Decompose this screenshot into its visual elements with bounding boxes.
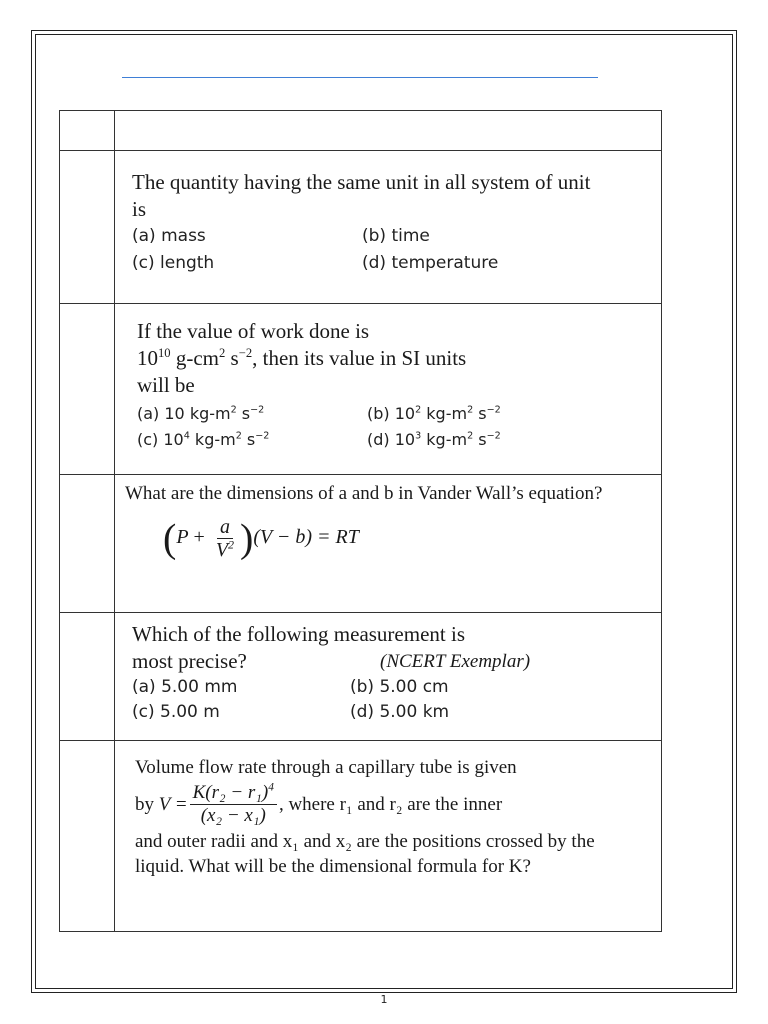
option-b: (b) time: [362, 226, 430, 246]
option-a: (a) 5.00 mm: [132, 677, 238, 697]
question-options: [132, 675, 661, 725]
question-options: [137, 401, 661, 453]
option-b: (b) $10^2$ $kg-m^2$ $s^{-2}$: [367, 404, 501, 423]
header-question-cell: [115, 111, 662, 151]
question-row: [60, 475, 662, 613]
questions-table: [59, 110, 662, 932]
question-number-cell: [60, 613, 115, 741]
question-text: Which of the following measurement is most precise? (NCERT Exemplar): [132, 622, 531, 673]
question-text: Volume flow rate through a capillary tube is given by V = $\frac{K(r_2 - r_1)^4}{\text{(x₂ − x₁)}}$ , where r₁ and r₂ are the inner and outer radii and x₁ and x₂ are the positions crossed by the liquid. What will be the dimensional formula for K?: [135, 757, 595, 877]
source-note: (NCERT Exemplar): [380, 651, 531, 672]
table-header-row: [60, 111, 662, 151]
question-cell: [115, 304, 662, 475]
option-d: (d) 5.00 km: [350, 702, 450, 722]
header-number-cell: [60, 111, 115, 151]
question-cell: [115, 613, 662, 741]
option-d: (d) temperature: [362, 253, 499, 273]
question-number-cell: [60, 151, 115, 304]
header-rule: [122, 77, 598, 78]
option-a: (a) 10 $kg-m^2$ $s^{-2}$: [137, 404, 265, 423]
question-cell: [115, 475, 662, 613]
question-row: [60, 151, 662, 304]
question-number-cell: [60, 304, 115, 475]
question-options: [132, 223, 661, 277]
question-text: If the value of work done is $10^{10}$ $g-cm^2$ $s^{-2}$, then its value in SI units will be: [137, 319, 467, 397]
question-row: [60, 304, 662, 475]
question-number-cell: [60, 475, 115, 613]
question-cell: [115, 741, 662, 932]
question-cell: [115, 151, 662, 304]
option-c: (c) 5.00 m: [132, 702, 220, 722]
option-c: (c) $10^4$ $kg-m^2$ $s^{-2}$: [137, 430, 270, 449]
question-number-cell: [60, 741, 115, 932]
page-number: 1: [380, 993, 388, 1006]
vanderwaals-equation: (P + $\frac{a}{V^2}$ )(V − b) = RT: [163, 515, 359, 561]
question-text: The quantity having the same unit in all system of unit is: [132, 170, 591, 221]
question-text: What are the dimensions of a and b in Vander Wall’s equation?: [125, 483, 603, 504]
question-row: [60, 613, 662, 741]
option-c: (c) length: [132, 253, 215, 273]
option-a: (a) mass: [132, 226, 206, 246]
question-row: [60, 741, 662, 932]
option-d: (d) $10^3$ $kg-m^2$ $s^{-2}$: [367, 430, 501, 449]
option-b: (b) 5.00 cm: [350, 677, 449, 697]
